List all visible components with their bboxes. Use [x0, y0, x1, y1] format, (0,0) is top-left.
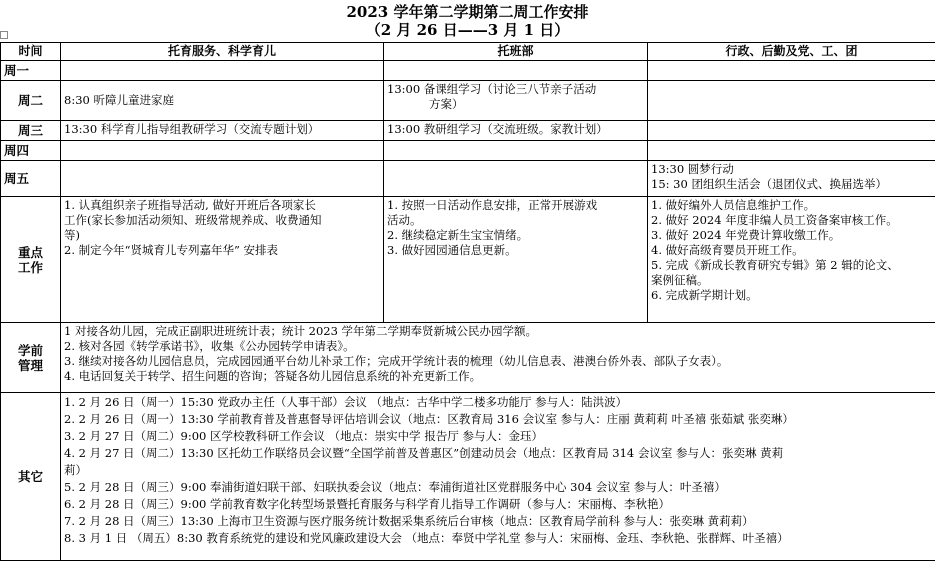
- focus-line: 1. 做好编外人员信息维护工作。: [651, 198, 816, 212]
- cell-admin: [648, 81, 935, 121]
- label-line: 管理: [17, 357, 43, 373]
- focus-line: 2. 制定今年“贤城育儿专列嘉年华” 安排表: [64, 243, 279, 257]
- row-thursday: [1, 141, 935, 161]
- header-nursery: 托班部: [384, 43, 648, 61]
- label-line: 工作: [17, 259, 43, 275]
- label-line: 学前: [17, 342, 43, 358]
- other-line: 1. 2 月 26 日（周一）15:30 党政办主任（人事干部）会议 （地点：古华中学二楼多功能厅 参与人：陆洪波）: [64, 395, 628, 409]
- focus-line: 4. 做好高级育婴员开班工作。: [651, 243, 804, 257]
- focus-line: 案例征稿。: [651, 273, 709, 287]
- section-label-focus: [1, 197, 61, 323]
- schedule-table: [0, 42, 935, 561]
- cell-childcare: [61, 161, 384, 197]
- focus-nursery: [384, 197, 648, 323]
- header-childcare: 托育服务、科学育儿: [61, 43, 384, 61]
- other-line: 6. 2 月 28 日（周三）9:00 学前教育数字化转型场景暨托育服务与科学育儿指导工作调研（参与人：宋丽梅、李秋艳）: [64, 497, 671, 511]
- cell-text: 13:30 科学育儿指导组教研学习（交流专题计划）: [64, 122, 320, 136]
- other-line: 2. 2 月 26 日（周一）13:30 学前教育普及普惠督导评估培训会议（地点：区教育局 316 会议室 参与人：庄丽 黄莉莉 叶圣禧 张茹斌 张奕琳）: [64, 412, 794, 426]
- row-preschool-management: [1, 323, 935, 393]
- cell-nursery: [384, 161, 648, 197]
- cell-text-line: 13:00 备课组学习（讨论三八节亲子活动: [387, 82, 597, 96]
- cell-text-line: 13:30 圆梦行动: [651, 162, 734, 176]
- cell-text: 8:30 听障儿童进家庭: [64, 93, 174, 107]
- cell-nursery: [384, 81, 648, 121]
- focus-line: 1. 按照一日活动作息安排，正常开展游戏: [387, 198, 598, 212]
- other-line: 3. 2 月 27 日（周二）9:00 区学校教科研工作会议 （地点：崇实中学 报告厅 参与人：金珏）: [64, 429, 543, 443]
- preschool-line: 3. 继续对接各幼儿园信息员，完成园园通平台幼儿补录工作；完成开学统计表的梳理（幼儿信息表、港澳台侨外表、部队子女表）。: [64, 354, 729, 368]
- other-line: 4. 2 月 27 日（周二）13:30 区托幼工作联络员会议暨“全国学前普及普惠区”创建动员会（地点：区教育局 314 会议室 参与人：张奕琳 黄莉: [64, 446, 784, 460]
- cell-admin: [648, 161, 935, 197]
- focus-line: 3. 做好园园通信息更新。: [387, 243, 517, 257]
- cell-text: 13:00 教研组学习（交流班级。家教计划）: [387, 122, 608, 136]
- page-subtitle-date-range: （2 月 26 日——3 月 1 日）: [365, 21, 570, 39]
- focus-line: 5. 完成《新成长教育研究专辑》第 2 辑的论文、: [651, 258, 899, 272]
- day-label: 周五: [1, 161, 61, 197]
- preschool-line: 1 对接各幼儿园，完成正副职进班统计表；统计 2023 学年第二学期奉贤新城公民办园学额。: [64, 324, 538, 338]
- preschool-line: 2. 核对各园《转学承诺书》，收集《公办园转学申请表》。: [64, 339, 355, 353]
- other-line: 5. 2 月 28 日（周三）9:00 奉浦街道妇联干部、妇联执委会议（地点：奉浦街道社区党群服务中心 304 会议室 参与人：叶圣禧）: [64, 480, 726, 494]
- other-line: 莉）: [64, 463, 87, 477]
- cell-childcare: [61, 61, 384, 81]
- header-row: [1, 43, 935, 61]
- header-admin: 行政、后勤及党、工、团: [648, 43, 935, 61]
- cell-nursery: [384, 121, 648, 141]
- cell-admin: [648, 121, 935, 141]
- other-line: 7. 2 月 28 日（周三）13:30 上海市卫生资源与医疗服务统计数据采集系统后台审核（地点：区教育局学前科 参与人：张奕琳 黄莉莉）: [64, 514, 754, 528]
- other-line: 8. 3 月 1 日 （周五）8:30 教育系统党的建设和党风廉政建设大会 （地点：奉贤中学礼堂 参与人：宋丽梅、金珏、李秋艳、张群辉、叶圣禧）: [64, 531, 789, 545]
- focus-line: 等): [64, 228, 80, 242]
- day-label: 周一: [1, 61, 61, 81]
- focus-line: 6. 完成新学期计划。: [651, 288, 758, 302]
- table-move-handle[interactable]: [0, 31, 8, 39]
- header-time: 时间: [1, 43, 61, 61]
- cell-admin: [648, 141, 935, 161]
- section-label-other: 其它: [1, 393, 61, 561]
- row-tuesday: [1, 81, 935, 121]
- day-label: 周四: [1, 141, 61, 161]
- row-friday: [1, 161, 935, 197]
- label-line: 重点: [17, 244, 43, 260]
- cell-childcare: [61, 141, 384, 161]
- cell-text-line: 15: 30 团组织生活会（退团仪式、换届选举）: [651, 177, 887, 191]
- focus-line: 2. 做好 2024 年度非编人员工资备案审核工作。: [651, 213, 898, 227]
- focus-line: 工作(家长参加活动须知、班级常规养成、收费通知: [64, 213, 322, 227]
- cell-childcare: [61, 81, 384, 121]
- cell-nursery: [384, 141, 648, 161]
- row-other: [1, 393, 935, 561]
- preschool-content: [61, 323, 935, 393]
- cell-childcare: [61, 121, 384, 141]
- row-monday: [1, 61, 935, 81]
- cell-admin: [648, 61, 935, 81]
- focus-line: 活动。: [387, 213, 422, 227]
- preschool-line: 4. 电话回复关于转学、招生问题的咨询；答疑各幼儿园信息系统的补充更新工作。: [64, 369, 482, 383]
- focus-line: 1. 认真组织亲子班指导活动, 做好开班后各项家长: [64, 198, 316, 212]
- focus-childcare: [61, 197, 384, 323]
- focus-line: 2. 继续稳定新生宝宝情绪。: [387, 228, 529, 242]
- focus-line: 3. 做好 2024 年党费计算收缴工作。: [651, 228, 841, 242]
- cell-text-line: 方案）: [429, 97, 464, 111]
- page-title: 2023 学年第二学期第二周工作安排: [346, 3, 589, 21]
- focus-admin: [648, 197, 935, 323]
- other-content: [61, 393, 935, 561]
- row-wednesday: [1, 121, 935, 141]
- day-label: 周二: [1, 81, 61, 121]
- day-label: 周三: [1, 121, 61, 141]
- row-focus-work: [1, 197, 935, 323]
- cell-nursery: [384, 61, 648, 81]
- section-label-preschool: [1, 323, 61, 393]
